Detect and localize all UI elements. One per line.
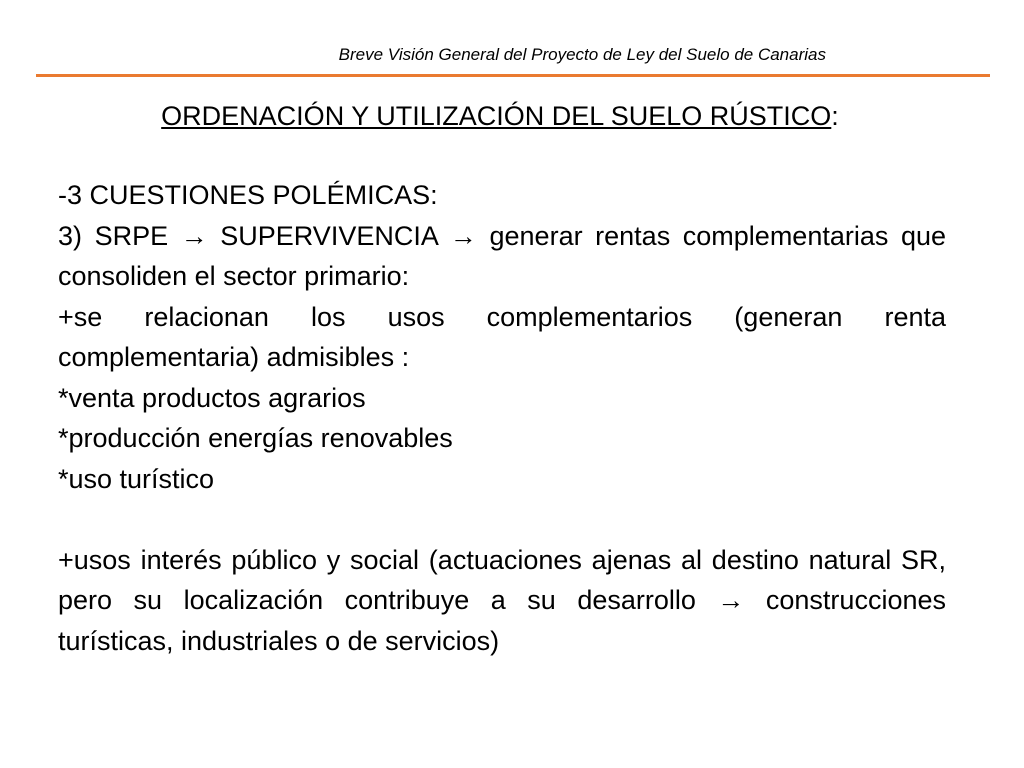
paragraph-complementary-uses: +se relacionan los usos complementarios (generan renta complementaria) admisibles : (58, 301, 946, 372)
list-item: *uso turístico (58, 463, 215, 494)
list-item: *producción energías renovables (58, 423, 453, 453)
paragraph-srpe: 3) SRPE → SUPERVIVENCIA → generar rentas complementarias que consoliden el sector primario: (58, 220, 946, 291)
section-heading: -3 CUESTIONES POLÉMICAS: (58, 180, 438, 210)
slide-title-text: ORDENACIÓN Y UTILIZACIÓN DEL SUELO RÚSTICO (161, 101, 832, 131)
paragraph-spacer (58, 499, 946, 540)
slide-header: Breve Visión General del Proyecto de Ley del Suelo de Canarias (338, 45, 826, 64)
slide-title (0, 96, 1000, 136)
header-divider (36, 74, 990, 77)
list-item: *venta productos agrarios (58, 382, 366, 413)
slide-title-colon: : (831, 101, 839, 131)
paragraph-public-interest: +usos interés público y social (actuaciones ajenas al destino natural SR, pero su localización contribuye a su desarrollo → construcciones turísticas, industriales o de servicios) (58, 544, 946, 656)
slide-body (58, 175, 946, 661)
